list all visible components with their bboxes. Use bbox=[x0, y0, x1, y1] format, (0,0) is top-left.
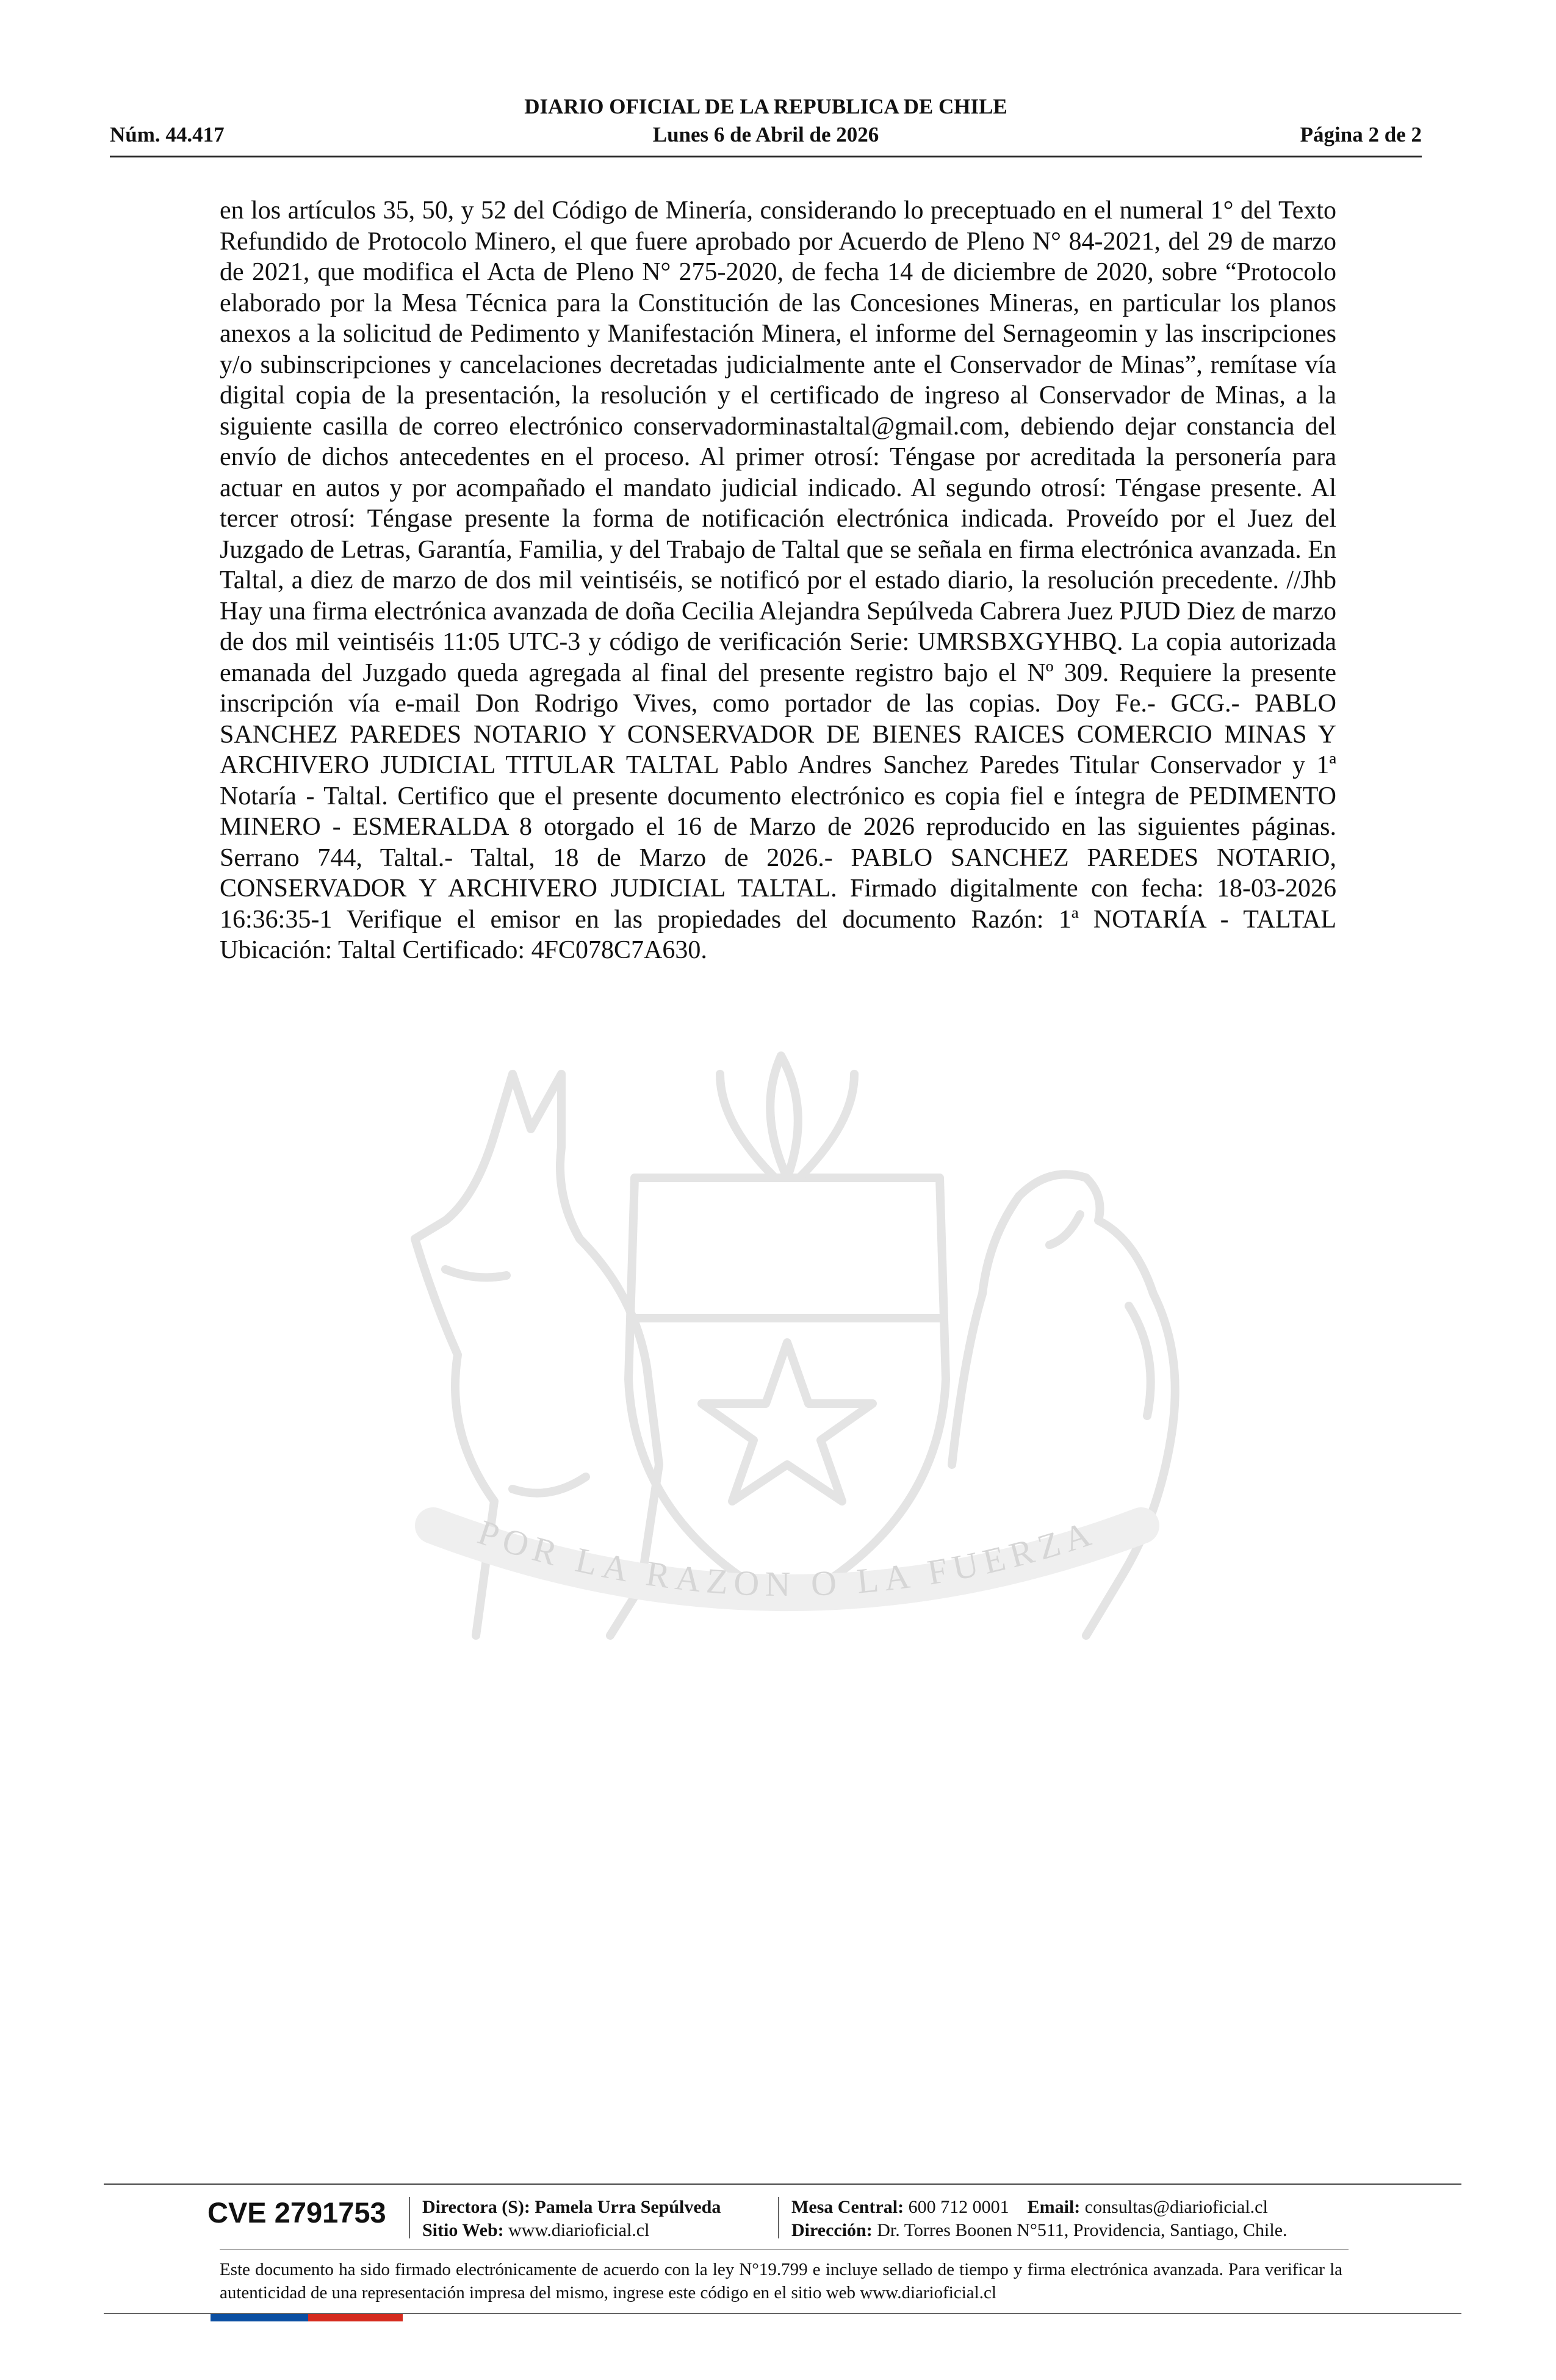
footer-contacts-left bbox=[422, 2196, 721, 2242]
footer-divider-top bbox=[104, 2183, 1461, 2185]
address-value: Dr. Torres Boonen N°511, Providencia, Santiago, Chile. bbox=[877, 2220, 1288, 2240]
sitio-label: Sitio Web: bbox=[422, 2220, 504, 2240]
page-header bbox=[110, 95, 1422, 156]
page-number: Página 2 de 2 bbox=[1300, 123, 1422, 146]
footer-separator bbox=[778, 2197, 779, 2238]
header-divider bbox=[110, 156, 1422, 157]
direccion-label: Dirección: bbox=[791, 2220, 873, 2240]
footer-divider-mid bbox=[220, 2249, 1349, 2250]
website-link[interactable]: www.diarioficial.cl bbox=[508, 2220, 650, 2240]
directora-value: Pamela Urra Sepúlveda bbox=[535, 2197, 721, 2217]
newspaper-title: DIARIO OFICIAL DE LA REPUBLICA DE CHILE bbox=[524, 95, 1007, 118]
flag-stripe-red bbox=[308, 2314, 403, 2321]
issue-date: Lunes 6 de Abril de 2026 bbox=[652, 123, 879, 146]
flag-stripe-blue bbox=[211, 2314, 308, 2321]
mesa-label: Mesa Central: bbox=[791, 2197, 904, 2217]
document-body: en los artículos 35, 50, y 52 del Código de Minería, considerando lo preceptuado en el numeral 1° del Texto Refundido de Protocolo Minero, el que fuere aprobado por Acuerdo de Pleno N° 84-2021, del 29 de marzo de 2021, que modifica el Acta de Pleno N° 275-2020, de fecha 14 de diciembre de 2020, sobre “Protocolo elaborado por la Mesa Técnica para la Constitución de las Concesiones Mineras, en particular los planos anexos a la solicitud de Pedimento y Manifestación Minera, el informe del Sernageomin y las inscripciones y/o subinscripciones y cancelaciones decretadas judicialmente ante el Conservador de Minas”, remítase vía digital copia de la presentación, la resolución y el certificado de ingreso al Conservador de Minas, a la siguiente casilla de correo electrónico conservadorminastaltal@gmail.com, debiendo dejar constancia del envío de dichos antecedentes en el proceso. Al primer otrosí: Téngase por acreditada la personería para actuar en autos y por acompañado el mandato judicial indicado. Al segundo otrosí: Téngase presente. Al tercer otrosí: Téngase presente la forma de notificación electrónica indicada. Proveído por el Juez del Juzgado de Letras, Garantía, Familia, y del Trabajo de Taltal que se señala en firma electrónica avanzada. En Taltal, a diez de marzo de dos mil veintiséis, se notificó por el estado diario, la resolución precedente. //Jhb Hay una firma electrónica avanzada de doña Cecilia Alejandra Sepúlveda Cabrera Juez PJUD Diez de marzo de dos mil veintiséis 11:05 UTC-3 y código de verificación Serie: UMRSBXGYHBQ. La copia autorizada emanada del Juzgado queda agregada al final del presente registro bajo el Nº 309. Requiere la presente inscripción vía e-mail Don Rodrigo Vives, como portador de las copias. Doy Fe.- GCG.- PABLO SANCHEZ PAREDES NOTARIO Y CONSERVADOR DE BIENES RAICES COMERCIO MINAS Y ARCHIVERO JUDICIAL TITULAR TALTAL Pablo Andres Sanchez Paredes Titular Conservador y 1ª Notaría - Taltal. Certifico que el presente documento electrónico es copia fiel e íntegra de PEDIMENTO MINERO - ESMERALDA 8 otorgado el 16 de Marzo de 2026 reproducido en las siguientes páginas. Serrano 744, Taltal.- Taltal, 18 de Marzo de 2026.- PABLO SANCHEZ PAREDES NOTARIO, CONSERVADOR Y ARCHIVERO JUDICIAL TALTAL. Firmado digitalmente con fecha: 18-03-2026 16:36:35-1 Verifique el emisor en las propiedades del documento Razón: 1ª NOTARÍA - TALTAL Ubicación: Taltal Certificado: 4FC078C7A630. bbox=[220, 197, 1336, 964]
issue-number: Núm. 44.417 bbox=[110, 123, 225, 146]
coat-of-arms-icon bbox=[293, 1037, 1281, 1648]
cve-code: CVE 2791753 bbox=[207, 2196, 386, 2229]
motto-text: POR LA RAZON O LA FUERZA bbox=[473, 1512, 1101, 1604]
email-label: Email: bbox=[1027, 2197, 1081, 2217]
directora-label: Directora (S): bbox=[422, 2197, 530, 2217]
email-link[interactable]: consultas@diarioficial.cl bbox=[1084, 2197, 1268, 2217]
legal-notice: Este documento ha sido firmado electrónicamente de acuerdo con la ley N°19.799 e incluye sellado de tiempo y firma electrónica avanzada. Para verificar la autenticidad de una representación impresa del mismo, ingrese este código en el sitio web www.diarioficial.cl bbox=[220, 2260, 1342, 2302]
phone-value: 600 712 0001 bbox=[908, 2197, 1009, 2217]
svg-text:POR LA RAZON O LA FUERZA bbox=[473, 1512, 1101, 1604]
footer-contacts-right bbox=[791, 2196, 1288, 2242]
footer-separator bbox=[409, 2197, 410, 2238]
